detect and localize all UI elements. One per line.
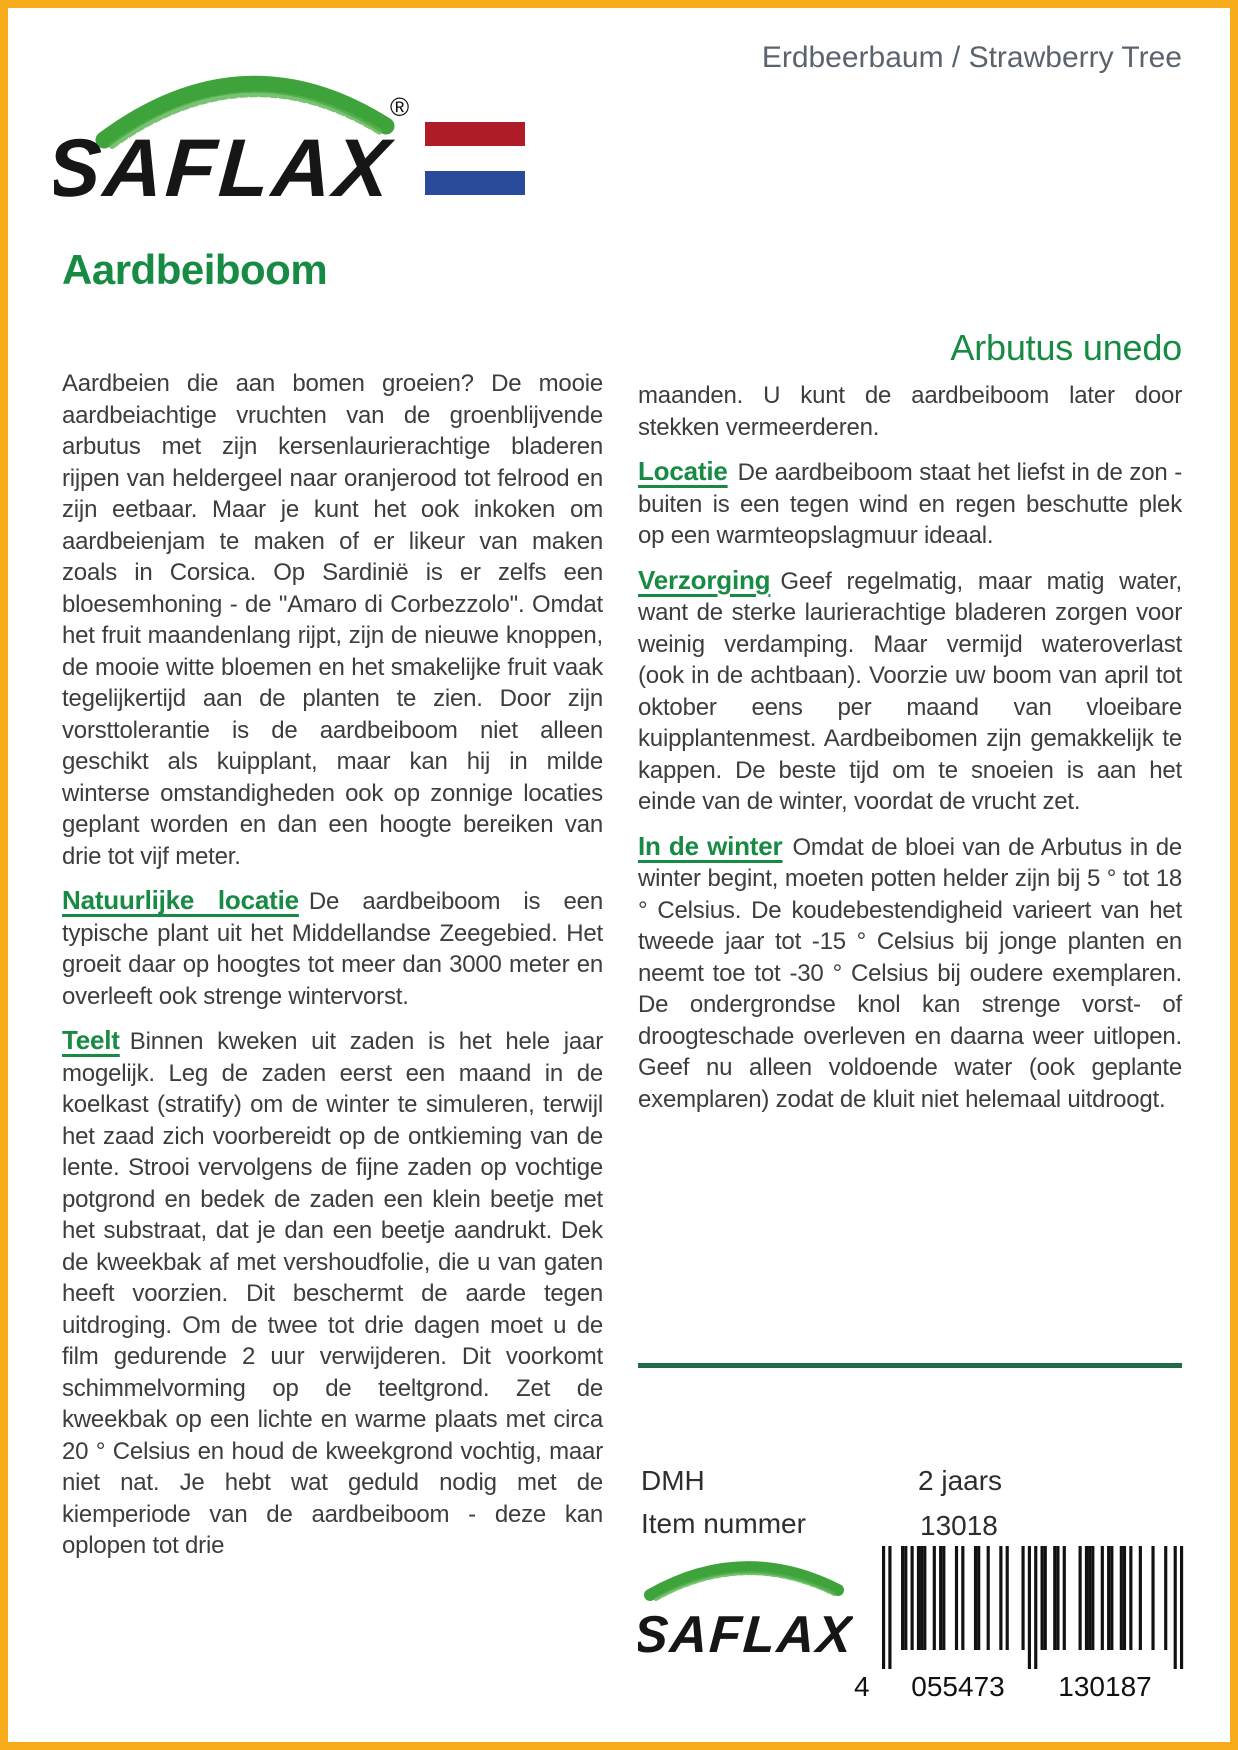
section-heading-locatie: Locatie <box>638 456 728 486</box>
intro-paragraph: Aardbeien die aan bomen groeien? De mooie aardbeiachtige vruchten van de groenblijvende arbutus met zijn kersenlaurierachtige bladeren rijpen van heldergeel naar oranjerood tot felrood en zijn eetbaar. Maar je kunt het ook inkoken om aardbeienjam te maken of er likeur van maken zoals in Corsica. Op Sardinië is er zelfs een bloesemhoning - de "Amaro di Corbezzolo". Omdat het fruit maandenlang rijpt, zijn de nieuwe knoppen, de mooie witte bloemen en het smakelijke fruit vaak tegelijkertijd aan de planten te zien. Door zijn vorsttolerantie is de aardbeiboom niet alleen geschikt als kuipplant, maar kan hij in milde winterse omstandigheden ook op zonnige locaties geplant worden en dan een hoogte bereiken van drie tot vijf meter. <box>62 370 603 870</box>
footer-divider-rule <box>638 1363 1182 1368</box>
barcode-digit-group2: 130187 <box>1058 1671 1152 1702</box>
left-text-column <box>62 368 603 1575</box>
section-heading-natuurlijke-locatie: Natuurlijke locatie <box>62 885 299 915</box>
section-text: Omdat de bloei van de Arbutus in de winter begint, moeten potten helder zijn bij 5 ° tot 18 ° Celsius. De koudebestendigheid varieert van het tweede jaar tot -15 ° Celsius bij jonge planten en neemt toe tot -30 ° Celsius bij oudere exemplaren. De ondergrondse knol kan strenge vorst- of droogteschade overleven en daarna weer uitlopen. Geef nu alleen voldoende water (ook geplante exemplaren) zodat de kluit niet helemaal uitdroogt. <box>638 833 1182 1113</box>
flag-stripe-blue <box>425 171 525 195</box>
barcode-bars <box>882 1546 1183 1669</box>
section-text: Binnen kweken uit zaden is het hele jaar mogelijk. Leg de zaden eerst een maand in de koelkast (stratify) om de winter te simuleren, terwijl het zaad zich voorbereidt op de ontkieming van de lente. Strooi vervolgens de fijne zaden op vochtige potgrond en bedek de zaden een klein beetje met het substraat, dat je dan een beetje aandrukt. Dek de kweekbak af met vershoudfolie, die u van gaten heeft voorzien. Dit beschermt de aarde tegen uitdroging. Om de twee tot drie dagen moet u de film gedurende 2 uur verwijderen. Dit voorkomt schimmelvorming op de teeltgrond. Zet de kweekbak op een lichte en warme plaats met circa 20 ° Celsius en houd de kweekgrond vochtig, maar niet nat. Je hebt wat geduld nodig met de kiemperiode van de aardbeiboom - deze kan oplopen tot drie <box>62 1028 603 1559</box>
section-heading-in-de-winter: In de winter <box>638 830 783 861</box>
section-care <box>638 565 1182 818</box>
section-natural-location <box>62 885 603 1012</box>
barcode-digit-prefix: 4 <box>854 1671 870 1702</box>
section-location <box>638 456 1182 552</box>
flag-stripe-white <box>425 146 525 171</box>
dmh-label: DMH <box>641 1465 705 1496</box>
section-text: De aardbeiboom staat het liefst in de zon - buiten is een tegen wind en regen beschutte plek op een warmteopslagmuur ideaal. <box>638 459 1182 549</box>
botanical-name-title: Arbutus unedo <box>950 327 1182 368</box>
section-text: Geef regelmatig, maar matig water, want de sterke laurierachtige bladeren zorgen voor weinig verdamping. Maar vermijd wateroverlast (ook in de achtbaan). Voorzie uw boom van april tot oktober eens per maand van vloeibare kuipplantenmest. Aardbeibomen zijn gemakkelijk te kappen. De beste tijd om te snoeien is aan het einde van de winter, voordat de vrucht zet. <box>638 567 1182 815</box>
continuation-paragraph: maanden. U kunt de aardbeiboom later door stekken vermeerderen. <box>638 382 1182 441</box>
section-heading-teelt: Teelt <box>62 1025 120 1055</box>
section-text: De aardbeiboom is een typische plant uit het Middellandse Zeegebied. Het groeit daar op hoogtes tot meer dan 3000 meter en overleeft ook strenge wintervorst. <box>62 888 603 1010</box>
section-winter <box>638 831 1182 1116</box>
ean13-barcode <box>852 1546 1187 1704</box>
flag-stripe-red <box>425 122 525 146</box>
right-text-column <box>638 326 1182 1128</box>
dmh-value: 2 jaars <box>918 1465 1003 1496</box>
product-title-de-en: Erdbeerbaum / Strawberry Tree <box>761 41 1182 74</box>
footer-logo-wordmark: SAFLAX <box>638 1606 853 1664</box>
netherlands-flag-icon <box>425 122 525 195</box>
barcode-digit-group1: 055473 <box>911 1671 1005 1702</box>
item-number-label: Item nummer <box>641 1508 806 1539</box>
section-cultivation <box>62 1025 603 1562</box>
item-number-value: 13018 <box>920 1510 998 1541</box>
saflax-footer-logo <box>638 1540 853 1668</box>
section-heading-verzorging: Verzorging <box>638 564 771 595</box>
page-title: Aardbeiboom <box>62 246 328 293</box>
barcode-graphic <box>852 1546 1187 1704</box>
saflax-footer-logo-graphic <box>638 1540 853 1668</box>
logo-wordmark: SAFLAX <box>54 123 396 214</box>
registered-trademark-icon: ® <box>390 92 410 122</box>
